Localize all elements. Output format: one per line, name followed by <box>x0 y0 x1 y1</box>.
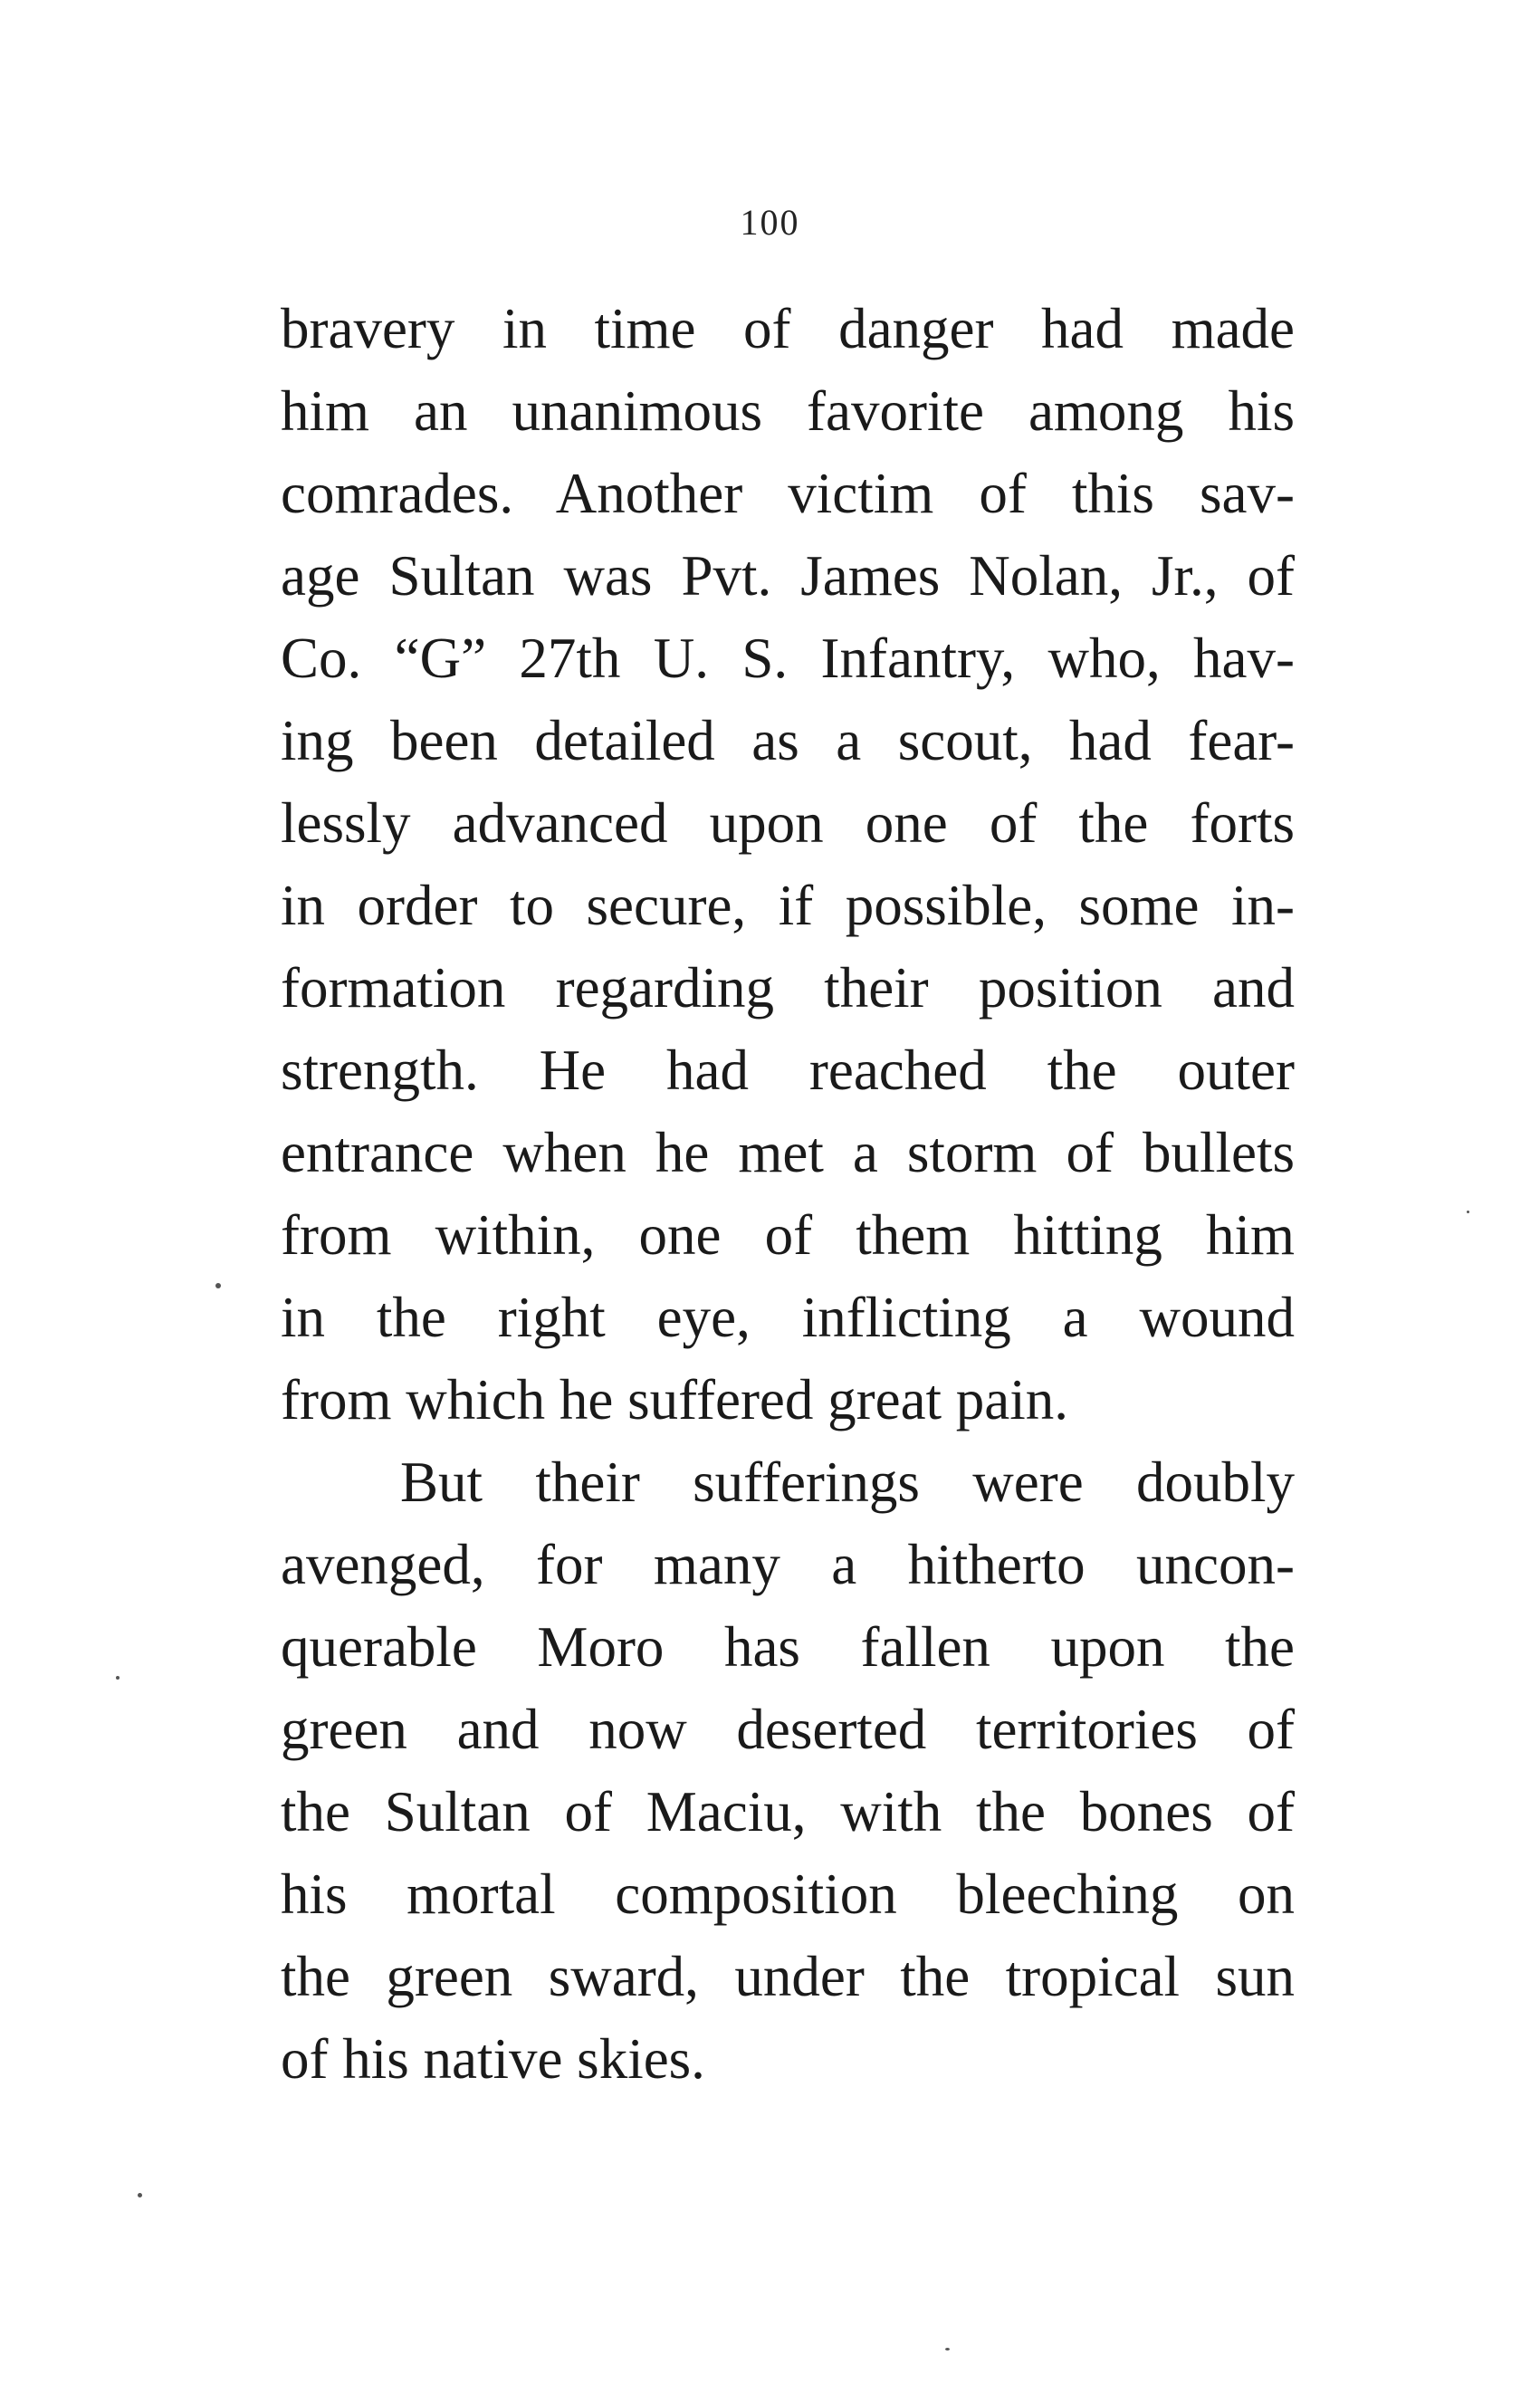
text-line: comrades. Another victim of this sav- <box>281 462 1295 525</box>
text-line: the Sultan of Maciu, with the bones of <box>281 1780 1295 1843</box>
speck <box>215 1283 221 1288</box>
speck <box>945 2348 950 2350</box>
speck <box>116 1676 120 1680</box>
text-line: bravery in time of danger had made <box>281 297 1295 360</box>
text-line: in the right eye, inflicting a wound <box>281 1286 1295 1349</box>
text-line: green and now deserted territories of <box>281 1698 1295 1761</box>
body-text <box>281 288 1295 2101</box>
speck <box>1467 1211 1469 1213</box>
text-line: in order to secure, if possible, some in- <box>281 874 1295 937</box>
text-line: entrance when he met a storm of bullets <box>281 1121 1295 1184</box>
page-number: 100 <box>740 202 800 243</box>
text-line: lessly advanced upon one of the forts <box>281 791 1295 855</box>
text-line: Co. “G” 27th U. S. Infantry, who, hav- <box>281 627 1295 690</box>
paragraph-1 <box>281 288 1295 1441</box>
text-line: from within, one of them hitting him <box>281 1203 1295 1267</box>
text-line: But their sufferings were doubly <box>400 1451 1295 1514</box>
speck <box>138 2193 142 2197</box>
text-line: formation regarding their position and <box>281 956 1295 1020</box>
text-line: the green sward, under the tropical sun <box>281 1945 1295 2008</box>
text-line: querable Moro has fallen upon the <box>281 1615 1295 1679</box>
text-line: his mortal composition bleeching on <box>281 1862 1295 1926</box>
text-line: of his native skies. <box>281 2027 705 2091</box>
text-line: strength. He had reached the outer <box>281 1039 1295 1102</box>
text-line: from which he suffered great pain. <box>281 1368 1069 1431</box>
paragraph-2 <box>281 1441 1295 2101</box>
text-line: him an unanimous favorite among his <box>281 379 1295 443</box>
text-line: ing been detailed as a scout, had fear- <box>281 709 1295 772</box>
text-line: age Sultan was Pvt. James Nolan, Jr., of <box>281 544 1295 608</box>
text-line: avenged, for many a hitherto uncon- <box>281 1533 1295 1596</box>
